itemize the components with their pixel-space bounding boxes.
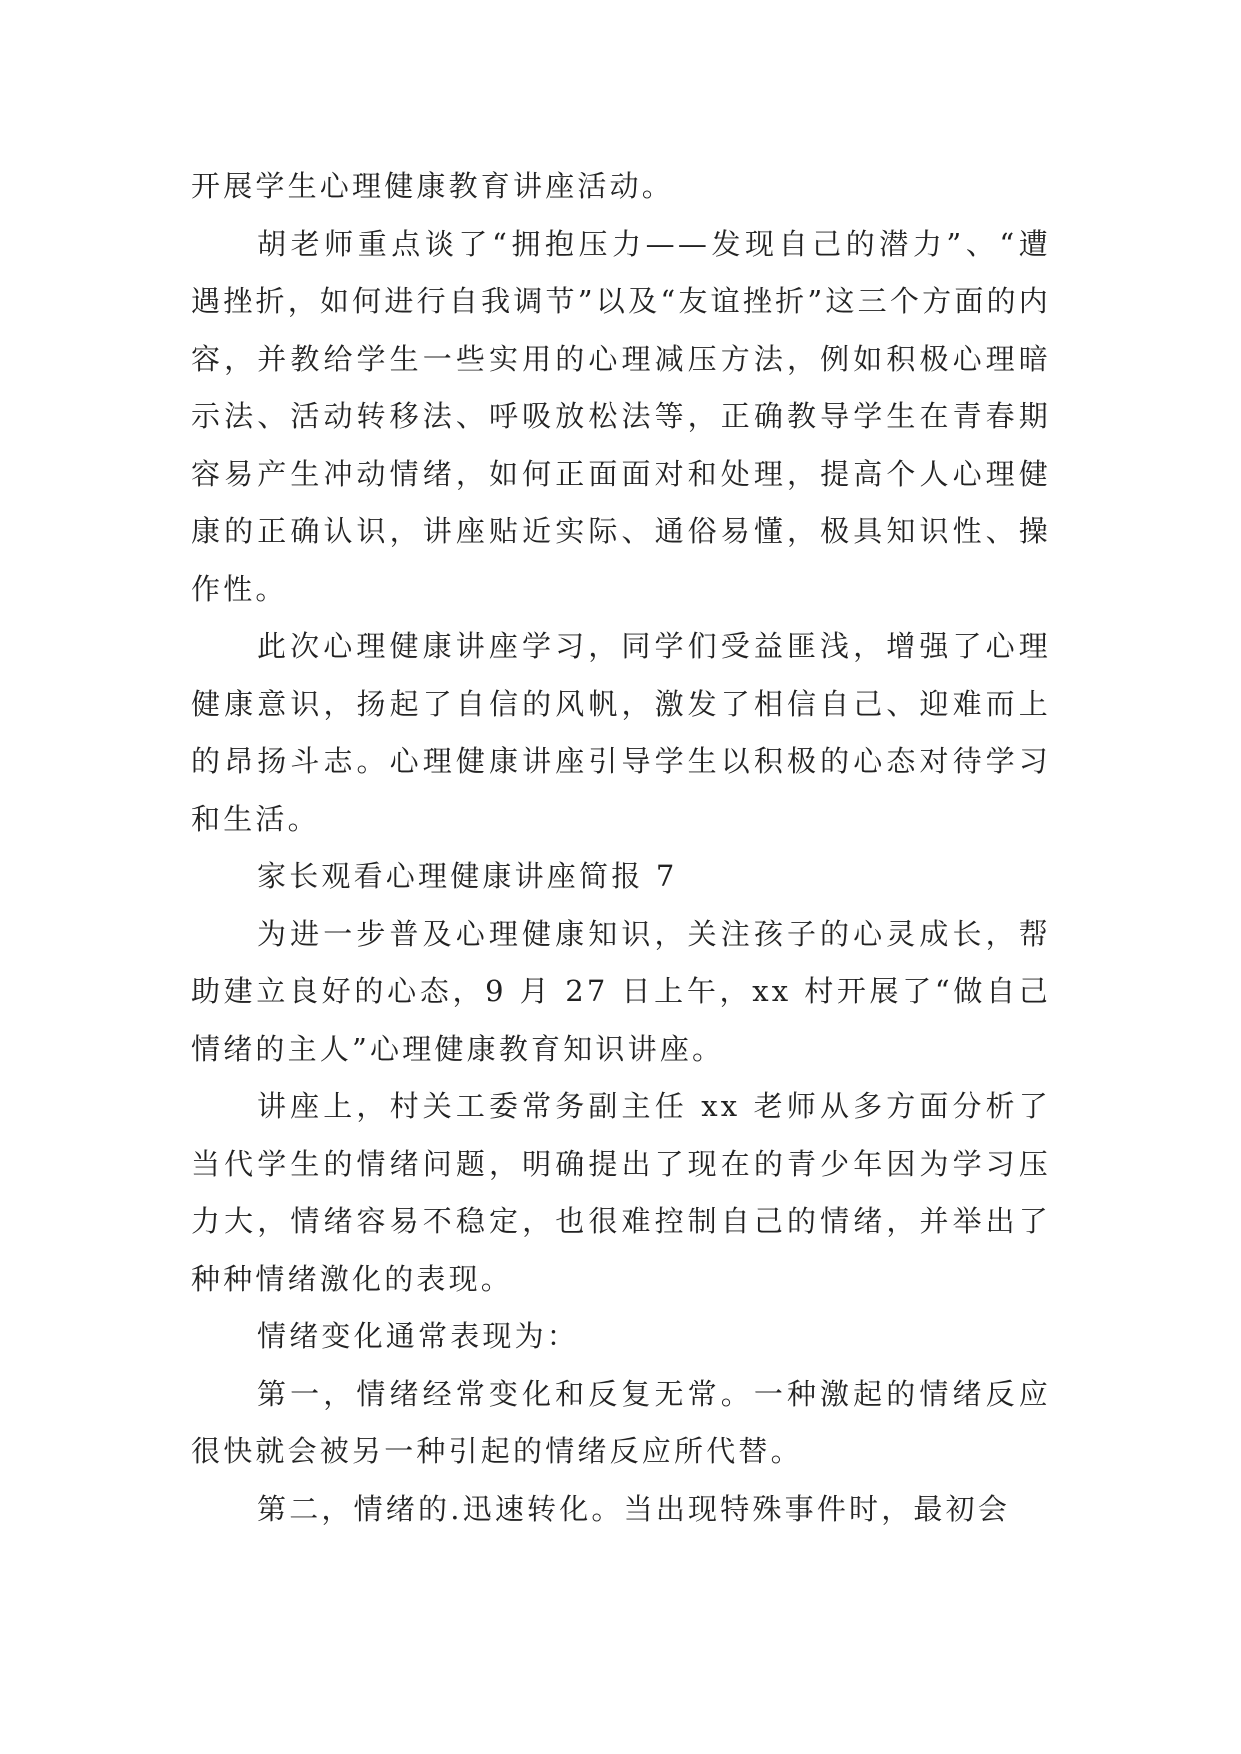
paragraph-5: 为进一步普及心理健康知识，关注孩子的心灵成长，帮助建立良好的心态，9 月 27 日上午，xx 村开展了“做自己情绪的主人”心理健康教育知识讲座。 xyxy=(191,916,1051,1066)
paragraph-3: 此次心理健康讲座学习，同学们受益匪浅，增强了心理健康意识，扬起了自信的风帆，激发了相信自己、迎难而上的昂扬斗志。心理健康讲座引导学生以积极的心态对待学习和生活。 xyxy=(191,629,1051,836)
paragraph-7: 情绪变化通常表现为： xyxy=(257,1319,580,1353)
paragraph-9: 第二，情绪的.迅速转化。当出现特殊事件时，最初会 xyxy=(257,1491,1011,1526)
paragraph-8: 第一，情绪经常变化和反复无常。一种激起的情绪反应很快就会被另一种引起的情绪反应所代替。 xyxy=(191,1376,1051,1468)
section-heading: 家长观看心理健康讲座简报 7 xyxy=(257,859,678,893)
document-body xyxy=(191,158,1051,1538)
paragraph-1: 开展学生心理健康教育讲座活动。 xyxy=(191,169,675,203)
paragraph-6: 讲座上，村关工委常务副主任 xx 老师从多方面分析了当代学生的情绪问题，明确提出了现在的青少年因为学习压力大，情绪容易不稳定，也很难控制自己的情绪，并举出了种种情绪激化的表现。 xyxy=(191,1089,1051,1296)
paragraph-2: 胡老师重点谈了“拥抱压力——发现自己的潜力”、“遭遇挫折，如何进行自我调节”以及“友谊挫折”这三个方面的内容，并教给学生一些实用的心理减压方法，例如积极心理暗示法、活动转移法、呼吸放松法等，正确教导学生在青春期容易产生冲动情绪，如何正面面对和处理，提高个人心理健康的正确认识，讲座贴近实际、通俗易懂，极具知识性、操作性。 xyxy=(191,226,1051,606)
